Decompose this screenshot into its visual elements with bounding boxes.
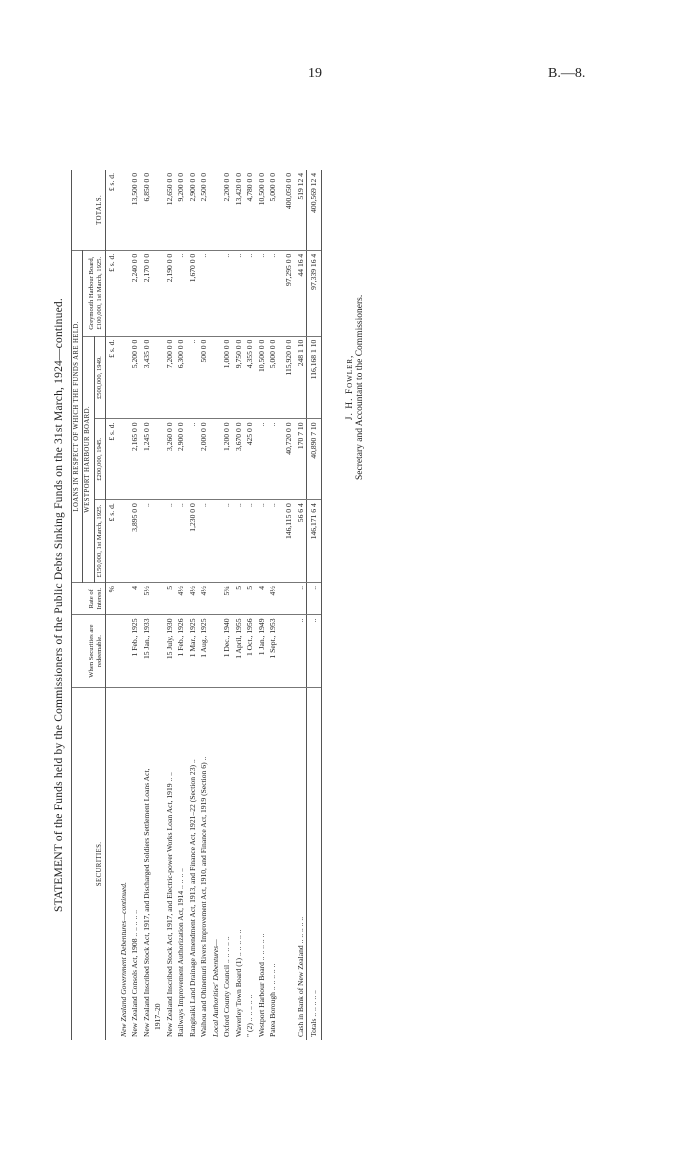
interest-rate: ..	[307, 583, 321, 615]
redeemable-date: 1 Jan., 1949	[256, 615, 267, 687]
redeemable-date: 1 Aug., 1925	[198, 615, 209, 687]
interest-rate: 5½	[141, 583, 152, 615]
amount-col2	[152, 419, 163, 500]
amount-col1: ..	[267, 500, 278, 583]
interest-rate: 5	[233, 583, 244, 615]
amount-col1: ..	[164, 500, 175, 583]
security-name: " (2) .. .. .. .. ..	[245, 994, 255, 1037]
security-name: Patea Borough .. .. .. .. ..	[267, 963, 277, 1037]
amount-col4: 97,295 0 0	[278, 250, 294, 336]
amount-col3: 1,000 0 0	[221, 336, 232, 419]
amount-col4: ..	[198, 250, 209, 336]
redeemable-date: ..	[307, 615, 321, 687]
greymouth-header: Greymouth Harbour Board, £100,000, 1st March, 1925.	[83, 250, 106, 336]
rate-header: Rate of Interest.	[72, 583, 106, 615]
amount-col2: 3,670 0 0	[233, 419, 244, 500]
loans-group-header: LOANS IN RESPECT OF WHICH THE FUNDS ARE HELD.	[72, 250, 83, 582]
amount-col4	[152, 250, 163, 336]
interest-rate: 4	[129, 583, 140, 615]
amount-col2: ..	[267, 419, 278, 500]
amount-col3: 500 0 0	[198, 336, 209, 419]
redeemable-date	[118, 615, 129, 687]
amount-total: 10,500 0 0	[256, 170, 267, 250]
amount-total: 5,000 0 0	[267, 170, 278, 250]
amount-col2: 170 7 10	[295, 419, 307, 500]
amount-col3: 4,355 0 0	[244, 336, 255, 419]
amount-col2	[118, 419, 129, 500]
amount-col4: ..	[256, 250, 267, 336]
amount-col3: ..	[187, 336, 198, 419]
redeemable-date: 1 Sept., 1953	[267, 615, 278, 687]
amount-col2: 2,165 0 0	[129, 419, 140, 500]
amount-col2: 2,000 0 0	[198, 419, 209, 500]
westport-group-header: WESTPORT HARBOUR BOARD.	[83, 336, 94, 582]
group-heading-row	[210, 170, 221, 1040]
interest-rate	[118, 583, 129, 615]
table-row	[244, 170, 255, 1040]
amount-col3: 7,200 0 0	[164, 336, 175, 419]
security-name: Railways Improvement Authorization Act, 1914 .. .. .. ..	[176, 868, 186, 1037]
subtotal-row	[278, 170, 294, 1040]
amount-col3: 116,168 1 10	[307, 336, 321, 419]
col1-header: £150,000, 1st March, 1925.	[94, 500, 105, 583]
unit-row	[106, 170, 118, 1040]
amount-total: 2,200 0 0	[221, 170, 232, 250]
totals-header: TOTALS.	[72, 170, 106, 250]
amount-col1: 3,895 0 0	[129, 500, 140, 583]
amount-col3: 115,920 0 0	[278, 336, 294, 419]
amount-total: 13,500 0 0	[129, 170, 140, 250]
interest-rate: 5	[164, 583, 175, 615]
redeemable-date: 15 Jan., 1933	[141, 615, 152, 687]
security-name: Rangitaiki Land Drainage Amendment Act, 1913, and Finance Act, 1921–22 (Section 23) ..	[187, 759, 197, 1037]
amount-col1: ..	[244, 500, 255, 583]
amount-total	[210, 170, 221, 250]
amount-total	[118, 170, 129, 250]
interest-rate	[278, 583, 294, 615]
amount-col1: 56 6 4	[295, 500, 307, 583]
amount-col1: 146,115 0 0	[278, 500, 294, 583]
signatory-title: Secretary and Accountant to the Commissioners.	[355, 294, 365, 480]
table-row	[198, 170, 209, 1040]
security-name: Waverley Town Board (1) .. .. .. .. ..	[233, 929, 243, 1037]
amount-col1: ..	[221, 500, 232, 583]
redeemable-date: 1 Feb., 1925	[129, 615, 140, 687]
amount-col3: 248 1 10	[295, 336, 307, 419]
amount-col2: 3,260 0 0	[164, 419, 175, 500]
redeemable-date: 1 Dec., 1940	[221, 615, 232, 687]
amount-col1	[210, 500, 221, 583]
security-name: New Zealand Government Debentures—continued.	[118, 882, 128, 1037]
amount-col2: 1,200 0 0	[221, 419, 232, 500]
amount-total: 13,420 0 0	[233, 170, 244, 250]
amount-col2: 425 0 0	[244, 419, 255, 500]
redeemable-date: 1 Oct., 1956	[244, 615, 255, 687]
amount-col3	[210, 336, 221, 419]
table-row	[267, 170, 278, 1040]
amount-col1: ..	[141, 500, 152, 583]
amount-col1: 1,230 0 0	[187, 500, 198, 583]
amount-total: 2,500 0 0	[198, 170, 209, 250]
amount-col2: ..	[256, 419, 267, 500]
amount-col3: 10,500 0 0	[256, 336, 267, 419]
security-name: Totals .. .. .. .. ..	[307, 687, 321, 1040]
redeemable-date: 1 Feb., 1926	[175, 615, 186, 687]
securities-header: SECURITIES.	[72, 687, 106, 1040]
amount-total: 400,050 0 0	[278, 170, 294, 250]
security-name: Westport Harbour Board .. .. .. .. ..	[256, 933, 266, 1037]
amount-col4: ..	[221, 250, 232, 336]
col2-header: £200,000, 1945.	[94, 419, 105, 500]
interest-rate: 4½	[198, 583, 209, 615]
redeemable-date: 1 Mar., 1925	[187, 615, 198, 687]
col3-header: £500,000, 1949.	[94, 336, 105, 419]
security-name: New Zealand Consols Act, 1908 .. .. .. .. ..	[130, 910, 140, 1037]
table-row	[187, 170, 198, 1040]
amount-total	[152, 170, 163, 250]
amount-col2: ..	[187, 419, 198, 500]
group-heading-row	[118, 170, 129, 1040]
amount-col3: 9,750 0 0	[233, 336, 244, 419]
amount-col4: 44 16 4	[295, 250, 307, 336]
amount-col4: 2,170 0 0	[141, 250, 152, 336]
sinking-funds-table	[71, 170, 322, 1040]
redeemable-date: 15 July, 1930	[164, 615, 175, 687]
amount-col3	[152, 336, 163, 419]
amount-col4	[210, 250, 221, 336]
lsd-unit: £ s. d.	[106, 250, 118, 336]
amount-col3	[118, 336, 129, 419]
signature-block	[345, 295, 365, 480]
amount-col3: 6,300 0 0	[175, 336, 186, 419]
amount-col1	[118, 500, 129, 583]
page-number: 19	[308, 66, 322, 81]
amount-col4: ..	[244, 250, 255, 336]
amount-col2: 40,720 0 0	[278, 419, 294, 500]
security-name: New Zealand Inscribed Stock Act, 1917, and Discharged Soldiers Settlement Loans Act,	[141, 768, 151, 1037]
lsd-unit: £ s. d.	[106, 419, 118, 500]
amount-col1: ..	[233, 500, 244, 583]
rate-unit: %	[106, 583, 118, 615]
interest-rate: 5	[244, 583, 255, 615]
amount-col4: 97,339 16 4	[307, 250, 321, 336]
amount-col2: 2,900 0 0	[175, 419, 186, 500]
interest-rate	[210, 583, 221, 615]
amount-col1	[152, 500, 163, 583]
totals-row	[307, 170, 321, 1040]
cash-row	[295, 170, 307, 1040]
amount-col1: ..	[256, 500, 267, 583]
amount-total: 400,569 12 4	[307, 170, 321, 250]
amount-col4	[118, 250, 129, 336]
amount-col2: 1,245 0 0	[141, 419, 152, 500]
table-row	[256, 170, 267, 1040]
table-row	[141, 170, 152, 1040]
document-reference: B.—8.	[548, 66, 586, 81]
interest-rate: 5¾	[221, 583, 232, 615]
security-name: Cash in Bank of New Zealand .. .. .. .. ..	[295, 916, 305, 1037]
amount-col4: 2,190 0 0	[164, 250, 175, 336]
amount-total: 12,650 0 0	[164, 170, 175, 250]
redeemable-date	[278, 615, 294, 687]
interest-rate: 4½	[267, 583, 278, 615]
table-row	[175, 170, 186, 1040]
redeemable-date	[210, 615, 221, 687]
amount-total: 2,900 0 0	[187, 170, 198, 250]
signatory-name: J. H. Fowler,	[345, 354, 355, 421]
amount-col4: 2,240 0 0	[129, 250, 140, 336]
amount-col1: ..	[175, 500, 186, 583]
amount-col1: ..	[198, 500, 209, 583]
table-body	[106, 170, 322, 1040]
table-row	[233, 170, 244, 1040]
amount-col2	[210, 419, 221, 500]
security-name: Oxford County Council .. .. .. .. ..	[222, 936, 232, 1037]
statement-title: STATEMENT of the Funds held by the Commissioners of the Public Debts Sinking Funds on the 31st March, 1924—continued.	[53, 298, 65, 912]
table-row	[152, 170, 163, 1040]
interest-rate: 4	[256, 583, 267, 615]
security-name	[278, 687, 294, 1040]
security-name: Waihou and Ohinemuri Rivers Improvement Act, 1910, and Finance Act, 1919 (Section 6) ..	[199, 756, 209, 1037]
security-name: 1917–20	[153, 1003, 163, 1030]
amount-total: 519 12 4	[295, 170, 307, 250]
table-row	[129, 170, 140, 1040]
when-redeemable-header: When Securities are redeemable.	[72, 615, 106, 687]
amount-total: 4,780 0 0	[244, 170, 255, 250]
lsd-unit: £ s. d.	[106, 500, 118, 583]
amount-col4: ..	[267, 250, 278, 336]
amount-total: 6,850 0 0	[141, 170, 152, 250]
table-row	[221, 170, 232, 1040]
interest-rate	[152, 583, 163, 615]
table-row	[164, 170, 175, 1040]
amount-total: 9,200 0 0	[175, 170, 186, 250]
redeemable-date: 1 April, 1955	[233, 615, 244, 687]
redeemable-date	[152, 615, 163, 687]
amount-col3: 5,200 0 0	[129, 336, 140, 419]
security-name: New Zealand Inscribed Stock Act, 1917, and Electric-power Works Loan Act, 1919 .. ..	[164, 772, 174, 1037]
amount-col4: ..	[175, 250, 186, 336]
rotated-statement	[45, 170, 445, 1040]
amount-col1: 146,171 6 4	[307, 500, 321, 583]
interest-rate: 4½	[187, 583, 198, 615]
interest-rate: 4½	[175, 583, 186, 615]
security-name: Local Authorities' Debentures—	[210, 939, 220, 1037]
interest-rate: ..	[295, 583, 307, 615]
amount-col3: 3,435 0 0	[141, 336, 152, 419]
amount-col4: ..	[233, 250, 244, 336]
amount-col2: 40,890 7 10	[307, 419, 321, 500]
amount-col4: 1,670 0 0	[187, 250, 198, 336]
lsd-unit: £ s. d.	[106, 170, 118, 250]
lsd-unit: £ s. d.	[106, 336, 118, 419]
amount-col3: 5,000 0 0	[267, 336, 278, 419]
redeemable-date: ..	[295, 615, 307, 687]
